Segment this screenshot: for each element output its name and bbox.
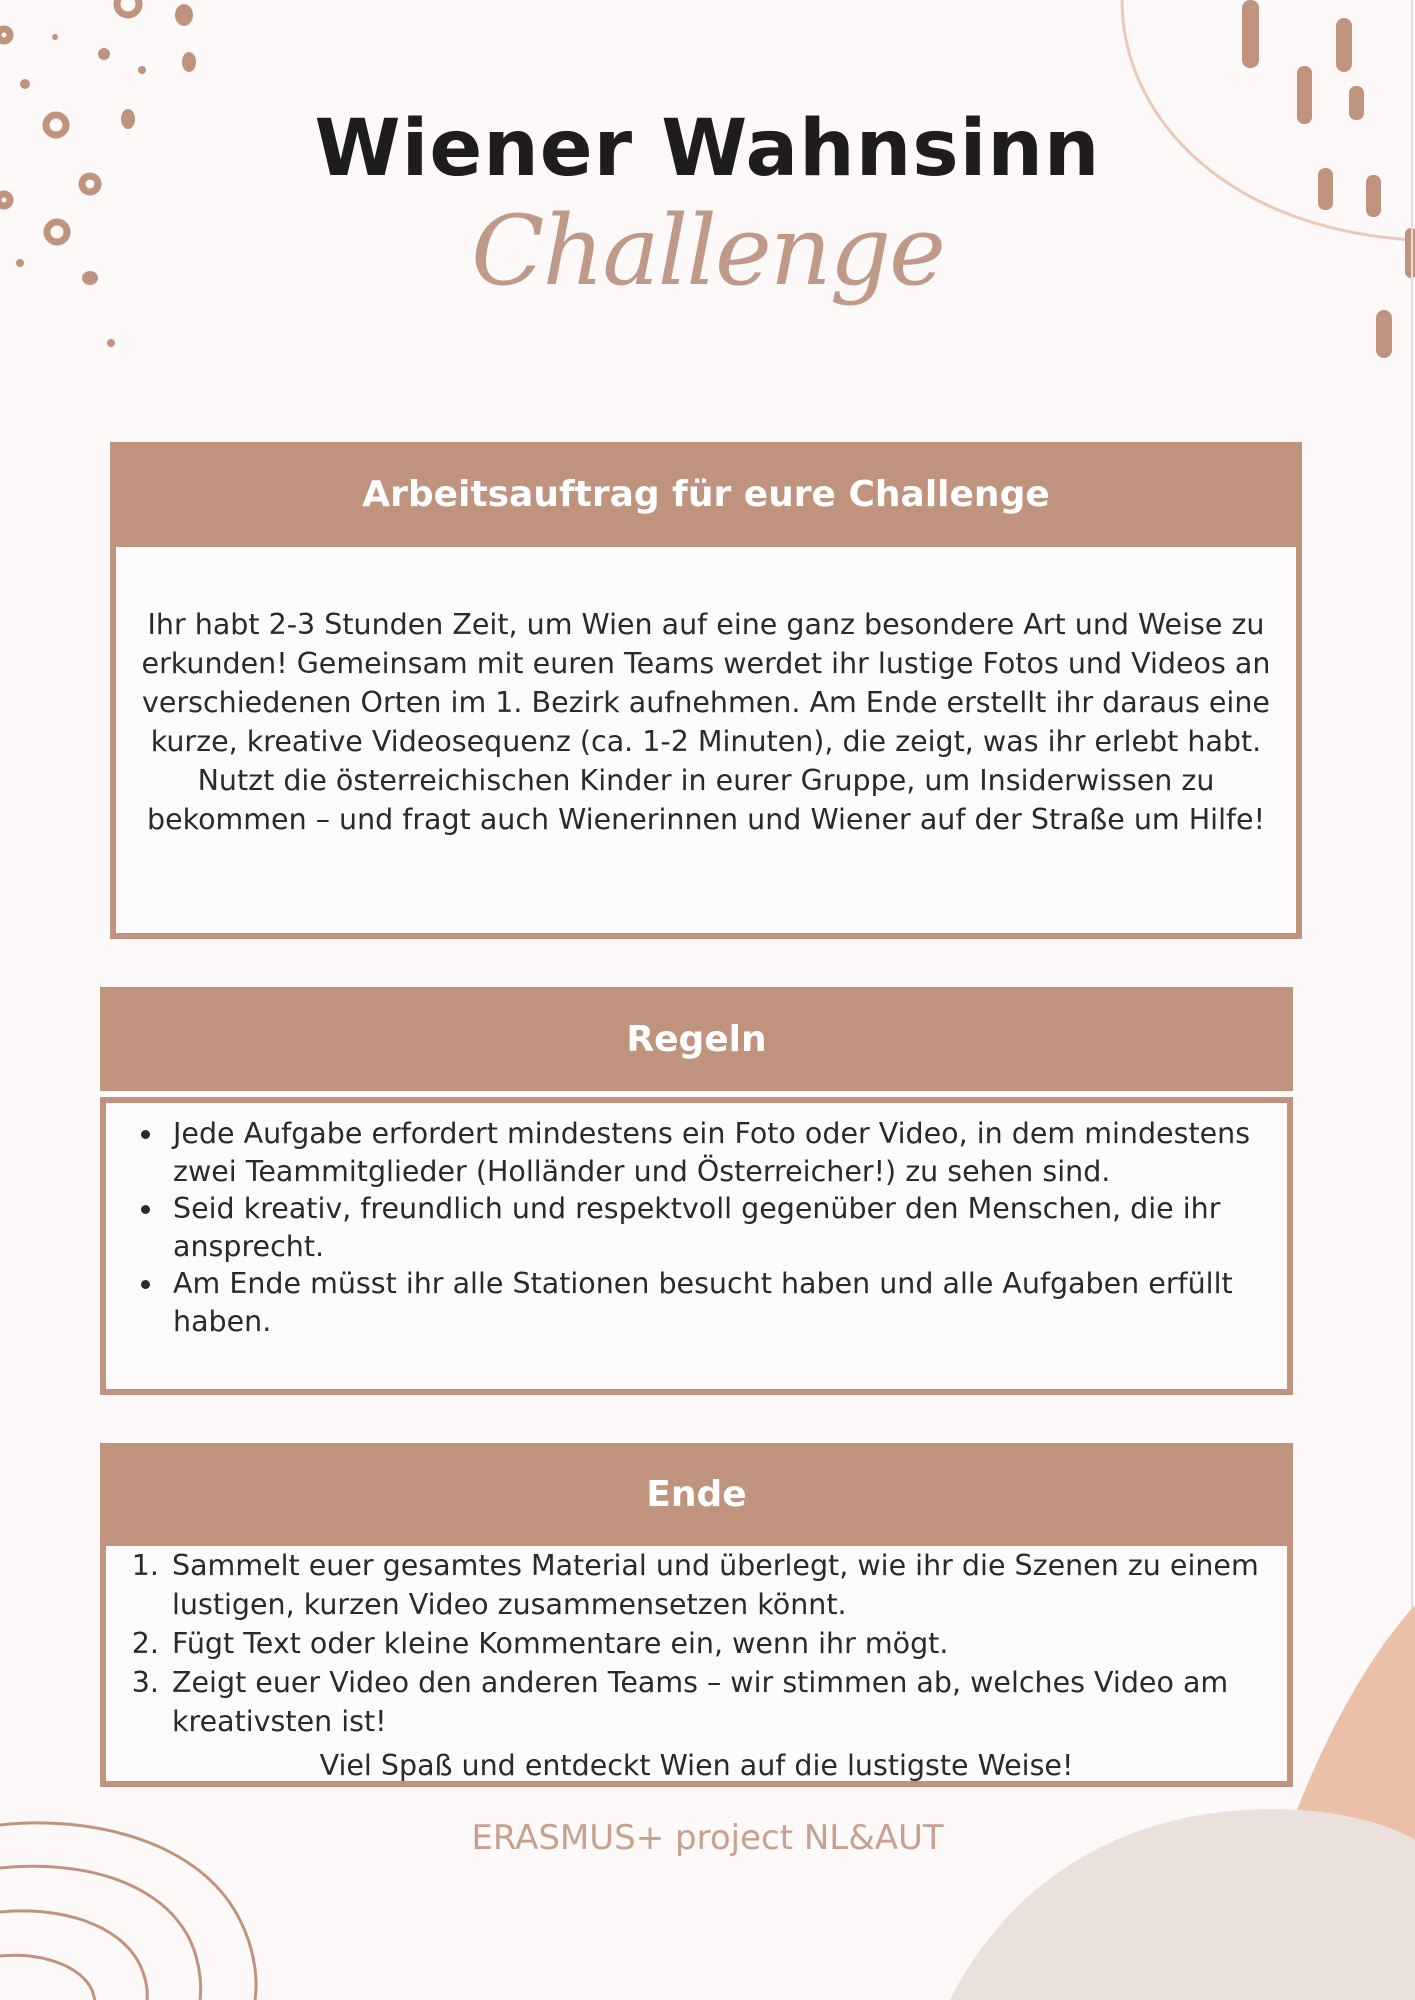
- section-heading: Regeln: [100, 987, 1293, 1091]
- section-heading: Ende: [100, 1443, 1293, 1546]
- section-body: [100, 1546, 1293, 1787]
- page-subtitle: Challenge: [471, 195, 944, 307]
- list-item: 1. Sammelt euer gesamtes Material und überlegt, wie ihr die Szenen zu einem lustigen, kurzen Video zusammensetzen könnt.: [168, 1546, 1267, 1624]
- footer-text: ERASMUS+ project NL&AUT: [471, 1818, 944, 1858]
- section-body: [110, 547, 1302, 939]
- list-item: • Jede Aufgabe erfordert mindestens ein Foto oder Video, in dem mindestens zwei Teammitglieder (Holländer und Österreicher!) zu sehen sind.: [165, 1115, 1267, 1190]
- section-regeln: [100, 987, 1293, 1395]
- section-heading: Arbeitsauftrag für eure Challenge: [110, 442, 1302, 547]
- closing-line: Viel Spaß und entdeckt Wien auf die lustigste Weise!: [319, 1749, 1074, 1782]
- section-ende: [100, 1443, 1293, 1787]
- steps-list: [106, 1546, 1267, 1741]
- rules-list: [106, 1115, 1267, 1340]
- list-item: • Am Ende müsst ihr alle Stationen besucht haben und alle Aufgaben erfüllt haben.: [165, 1265, 1267, 1340]
- task-description: Ihr habt 2-3 Stunden Zeit, um Wien auf eine ganz besondere Art und Weise zu erkunden! Gemeinsam mit euren Teams werdet ihr lustige Fotos und Videos an verschiedenen Orten im 1. Bezirk aufnehmen. Am Ende erstellt ihr daraus eine kurze, kreative Videosequenz (ca. 1-2 Minuten), die zeigt, was ihr erlebt habt. Nutzt die österreichischen Kinder in eurer Gruppe, um Insiderwissen zu bekommen – und fragt auch Wienerinnen und Wiener auf der Straße um Hilfe!: [141, 608, 1271, 836]
- list-item: 2. Fügt Text oder kleine Kommentare ein, wenn ihr mögt.: [168, 1624, 1267, 1663]
- section-auftrag: [110, 442, 1302, 939]
- page-title: Wiener Wahnsinn: [314, 104, 1101, 194]
- list-item: 3. Zeigt euer Video den anderen Teams – wir stimmen ab, welches Video am kreativsten ist!: [168, 1663, 1267, 1741]
- list-item: • Seid kreativ, freundlich und respektvoll gegenüber den Menschen, die ihr ansprecht.: [165, 1190, 1267, 1265]
- section-body: [100, 1097, 1293, 1395]
